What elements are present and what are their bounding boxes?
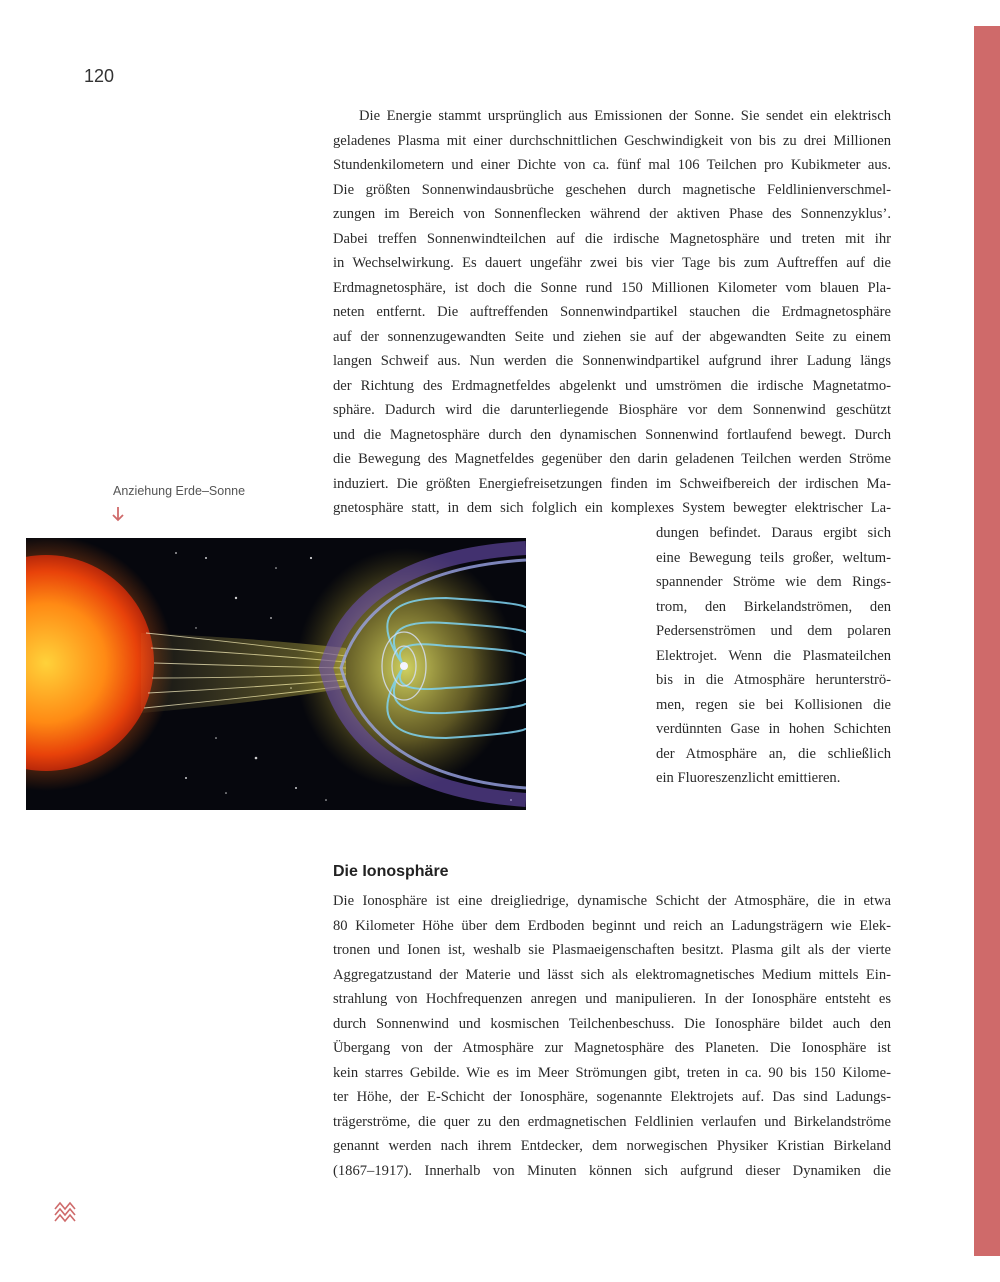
text-line: gnetosphäre statt, in dem sich folglich ein komplexes System bewegter elektrischer La- (333, 500, 891, 516)
text-line: und die Magnetosphäre durch den dynamischen Sonnenwind fortlaufend bewegt. Durch (333, 426, 891, 443)
page-number: 120 (84, 66, 115, 86)
text-line: geladenes Plasma mit einer durchschnittlichen Geschwindigkeit von bis zu drei Millionen (333, 132, 891, 149)
section-heading: Die Ionosphäre (333, 863, 449, 880)
text-line: Die Ionosphäre ist eine dreigliedrige, dynamische Schicht der Atmosphäre, die in etwa (333, 893, 891, 909)
sun-earth-magnetosphere-image (26, 538, 526, 810)
body-paragraph-1-continued (656, 521, 891, 791)
text-line: eine Bewegung teils großer, weltum- (656, 549, 891, 566)
text-line: men, regen sie bei Kollisionen die (656, 696, 891, 713)
text-line: auf der sonnenzugewandten Seite und ziehen sie auf der abgewandten Seite zu einem (333, 328, 891, 345)
accent-side-bar (974, 26, 1000, 1256)
text-line: Übergang von der Atmosphäre zur Magnetosphäre des Planeten. Die Ionosphäre ist (333, 1040, 891, 1056)
text-line: sphäre. Dadurch wird die darunterliegende Biosphäre vor dem Sonnenwind geschützt (333, 402, 891, 418)
text-line: zungen im Bereich von Sonnenflecken während der aktiven Phase des Sonnenzyklus’. (333, 206, 891, 222)
text-line: dungen befindet. Daraus ergibt sich (656, 525, 891, 541)
text-line: kein starres Gebilde. Wie es im Meer Strömungen gibt, treten in ca. 90 bis 150 Kilome- (333, 1064, 891, 1081)
text-line: der Richtung des Erdmagnetfeldes abgelenkt und umströmen die irdische Magnetatmo- (333, 377, 891, 394)
magnetosphere-illustration (26, 538, 526, 810)
figure-caption: Anziehung Erde–Sonne (113, 484, 246, 498)
text-line: Dabei treffen Sonnenwindteilchen auf die irdische Magnetosphäre und treten mit ihr (333, 230, 891, 247)
text-line: ein Fluoreszenzlicht emittieren. (656, 770, 841, 786)
text-line: durch Sonnenwind und kosmischen Teilchenbeschuss. Die Ionosphäre bildet auch den (333, 1015, 891, 1032)
text-line: genannt werden nach ihrem Entdecker, dem norwegischen Physiker Kristian Birkeland (333, 1138, 891, 1154)
text-line: tronen und Ionen ist, weshalb sie Plasmaeigenschaften besitzt. Plasma gilt als der vierte (333, 942, 891, 958)
text-line: ter Höhe, der E-Schicht der Ionosphäre, sogenannte Elektrojets auf. Das sind Ladungs- (333, 1089, 891, 1105)
text-line: Aggregatzustand der Materie und lässt sich als elektromagnetisches Medium mittels Ein- (333, 966, 891, 983)
text-line: Die größten Sonnenwindausbrüche geschehen durch magnetische Feldlinienverschmel- (333, 181, 891, 198)
body-paragraph-2 (333, 889, 891, 1183)
text-line: Elektrojet. Wenn die Plasmateilchen (656, 647, 891, 664)
text-line: strahlung von Hochfrequenzen anregen und manipulieren. In der Ionosphäre entsteht es (333, 991, 891, 1007)
text-line: 80 Kilometer Höhe über dem Erdboden beginnt und reich an Ladungsträgern wie Elek- (333, 917, 891, 934)
text-line: (1867–1917). Innerhalb von Minuten können sich aufgrund dieser Dynamiken die (333, 1162, 891, 1179)
text-line: trägerströme, die quer zu den erdmagnetischen Feldlinien verlaufen und Birkelandströme (333, 1113, 891, 1130)
text-line: Stundenkilometern und einer Dichte von ca. fünf mal 106 Teilchen pro Kubikmeter aus. (333, 157, 891, 173)
text-line: neten entfernt. Die auftreffenden Sonnenwindpartikel stauchen die Erdmagnetosphäre (333, 304, 891, 320)
arrow-down-icon (110, 505, 126, 523)
text-line: Die Energie stammt ursprünglich aus Emissionen der Sonne. Sie sendet ein elektrisch (359, 108, 891, 124)
text-line: langen Schweif aus. Nun werden die Sonnenwindpartikel aufgrund ihrer Ladung längs (333, 353, 891, 369)
text-line: spannender Ströme wie dem Rings- (656, 574, 891, 590)
text-line: bis in die Atmosphäre herunterströ- (656, 672, 891, 688)
text-line: Pedersenströmen und dem polaren (656, 623, 891, 639)
text-line: trom, den Birkelandströmen, den (656, 598, 891, 615)
text-line: in Wechselwirkung. Es dauert ungefähr zwei bis vier Tage bis zum Auftreffen auf die (333, 255, 891, 271)
text-line: Erdmagnetosphäre, ist doch die Sonne rund 150 Millionen Kilometer vom blauen Pla- (333, 279, 891, 296)
body-paragraph-1 (333, 104, 891, 521)
text-line: induziert. Die größten Energiefreisetzungen finden im Schweifbereich der irdischen Ma- (333, 475, 891, 492)
text-line: verdünnten Gase in hohen Schichten (656, 721, 891, 737)
text-line: die Bewegung des Magnetfeldes gegenüber den darin geladenen Teilchen werden Ströme (333, 451, 891, 467)
zigzag-logo-icon (53, 1198, 77, 1224)
text-line: der Atmosphäre an, die schließlich (656, 745, 891, 762)
